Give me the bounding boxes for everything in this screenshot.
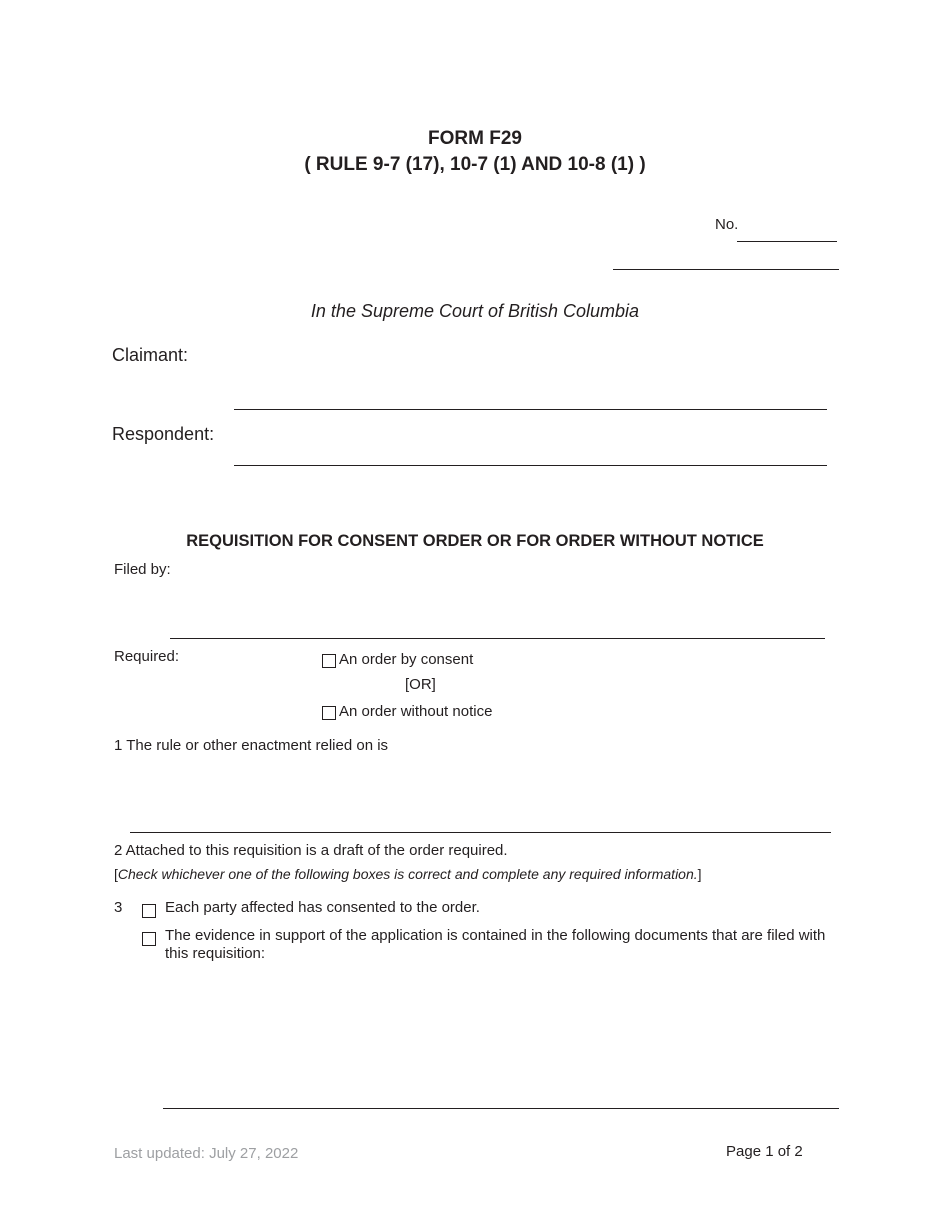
claimant-label: Claimant: (112, 345, 189, 365)
respondent-field[interactable] (234, 465, 827, 466)
instruction-bracket-open: [ (114, 866, 118, 882)
claimant-field[interactable] (234, 409, 827, 410)
respondent-label: Respondent: (112, 424, 215, 444)
item1-text: 1 The rule or other enactment relied on is (114, 737, 389, 754)
order-without-notice-label: An order without notice (339, 703, 493, 720)
rule-reference: ( RULE 9-7 (17), 10-7 (1) AND 10-8 (1) ) (304, 154, 646, 175)
item3-number: 3 (114, 899, 123, 916)
order-by-consent-checkbox[interactable] (322, 654, 336, 668)
consented-checkbox[interactable] (142, 904, 156, 918)
page-number: Page 1 of 2 (726, 1143, 803, 1160)
requisition-heading: REQUISITION FOR CONSENT ORDER OR FOR ORDER WITHOUT NOTICE (186, 532, 764, 550)
registry-field[interactable] (613, 269, 839, 270)
instruction-text (114, 866, 702, 882)
evidence-documents-field[interactable] (163, 1108, 839, 1109)
enactment-field[interactable] (130, 832, 831, 833)
file-number-field[interactable] (737, 241, 837, 242)
court-name: In the Supreme Court of British Columbia (310, 301, 640, 321)
form-title: FORM F29 (428, 128, 522, 149)
instruction-bracket-close: ] (697, 866, 702, 882)
order-by-consent-label: An order by consent (339, 651, 474, 668)
or-text: [OR] (405, 676, 436, 693)
evidence-checkbox[interactable] (142, 932, 156, 946)
evidence-label: The evidence in support of the application is contained in the following documents that are filed with this requisition: (165, 927, 826, 962)
file-number-label: No. (715, 216, 739, 233)
order-without-notice-checkbox[interactable] (322, 706, 336, 720)
last-updated: Last updated: July 27, 2022 (114, 1145, 299, 1162)
filed-by-field[interactable] (170, 638, 825, 639)
required-label: Required: (114, 648, 180, 665)
consented-label: Each party affected has consented to the order. (165, 899, 480, 916)
filed-by-label: Filed by: (114, 561, 171, 578)
instruction-body: Check whichever one of the following boxes is correct and complete any required information. (117, 866, 698, 882)
item2-text: 2 Attached to this requisition is a draft of the order required. (114, 842, 508, 859)
